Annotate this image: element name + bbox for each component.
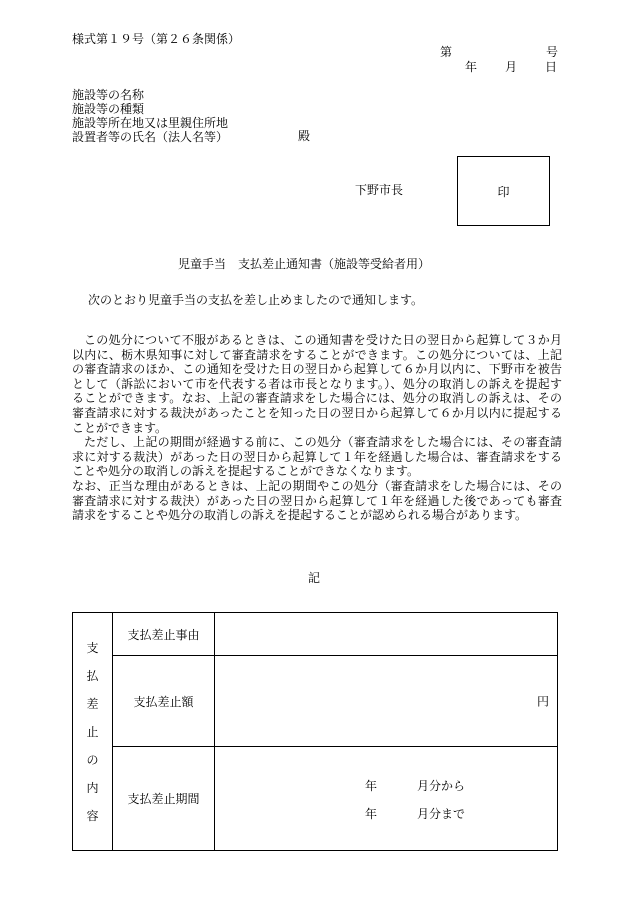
amount-unit: 円: [536, 694, 549, 709]
addressee-address: 施設等所在地又は里親住所地: [72, 116, 229, 130]
document-number-prefix: 第: [440, 45, 453, 59]
side-label-char: 支: [86, 640, 99, 655]
appeal-notice: [72, 333, 562, 523]
document-number-suffix: 号: [546, 45, 559, 59]
document-title: 児童手当 支払差止通知書（施設等受給者用）: [178, 257, 431, 271]
ki-heading: 記: [308, 571, 321, 585]
side-label-char: 止: [86, 724, 99, 739]
period-content: [215, 747, 557, 850]
reason-label: 支払差止事由: [113, 613, 215, 656]
form-number: 様式第１９号（第２６条関係）: [72, 32, 241, 46]
lead-sentence: 次のとおり児童手当の支払を差し止めましたので通知します。: [88, 293, 424, 307]
period-to-month: 月分まで: [417, 807, 466, 821]
side-label: [73, 613, 113, 851]
addressee-facility-type: 施設等の種類: [72, 102, 145, 116]
notice-paragraph: この処分について不服があるときは、この通知書を受けた日の翌日から起算して３か月以内に、栃木県知事に対して審査請求をすることができます。この処分については、上記の審査請求のほか、この通知を受けた日の翌日から起算して６か月以内に、下野市を被告として（訴訟において市を代表する者は市長となります。）、処分の取消しの訴えを提起することができます。なお、上記の審査請求をした場合には、処分の取消しの訴えは、その審査請求に対する裁決があったことを知った日の翌日から起算して６か月以内に提起することができます。: [72, 333, 562, 435]
issuer-name: 下野市長: [355, 183, 404, 197]
date-day-label: 日: [545, 60, 558, 74]
honorific: 殿: [298, 129, 311, 143]
notice-paragraph: なお、正当な理由があるときは、上記の期間やこの処分（審査請求をした場合には、その審査請求に対する裁決）があった日の翌日から起算して１年を経過した後であっても審査請求をすることや処分の取消しの訴えを提起することが認められる場合があります。: [72, 478, 562, 523]
amount-label: 支払差止額: [113, 656, 215, 747]
period-to-year: 年: [365, 807, 378, 821]
amount-value-cell[interactable]: [215, 656, 558, 747]
date-month-label: 月: [505, 60, 518, 74]
reason-value-cell[interactable]: [215, 613, 558, 656]
side-label-char: 内: [86, 780, 99, 795]
notice-paragraph: ただし、上記の期間が経過する前に、この処分（審査請求をした場合には、その審査請求に対する裁決）があった日の翌日から起算して１年を経過した場合は、審査請求をすることや処分の取消しの訴えを提起することができなくなります。: [72, 435, 562, 479]
seal-box: [457, 156, 550, 226]
addressee-owner-name: 設置者等の氏名（法人名等）: [72, 130, 229, 144]
side-label-char: の: [86, 752, 99, 767]
addressee-block: [72, 88, 228, 144]
detail-table: [72, 612, 558, 851]
period-from-month: 月分から: [417, 779, 466, 793]
period-value-cell[interactable]: [215, 747, 558, 851]
period-from-row: [365, 777, 465, 794]
date-year-label: 年: [465, 60, 478, 74]
side-label-char: 払: [86, 668, 99, 683]
period-label: 支払差止期間: [113, 747, 215, 851]
period-from-year: 年: [365, 779, 378, 793]
seal-label: 印: [497, 184, 510, 199]
addressee-facility-name: 施設等の名称: [72, 88, 145, 102]
side-label-char: 差: [86, 696, 99, 711]
side-label-char: 容: [86, 808, 99, 823]
period-to-row: [365, 805, 465, 822]
